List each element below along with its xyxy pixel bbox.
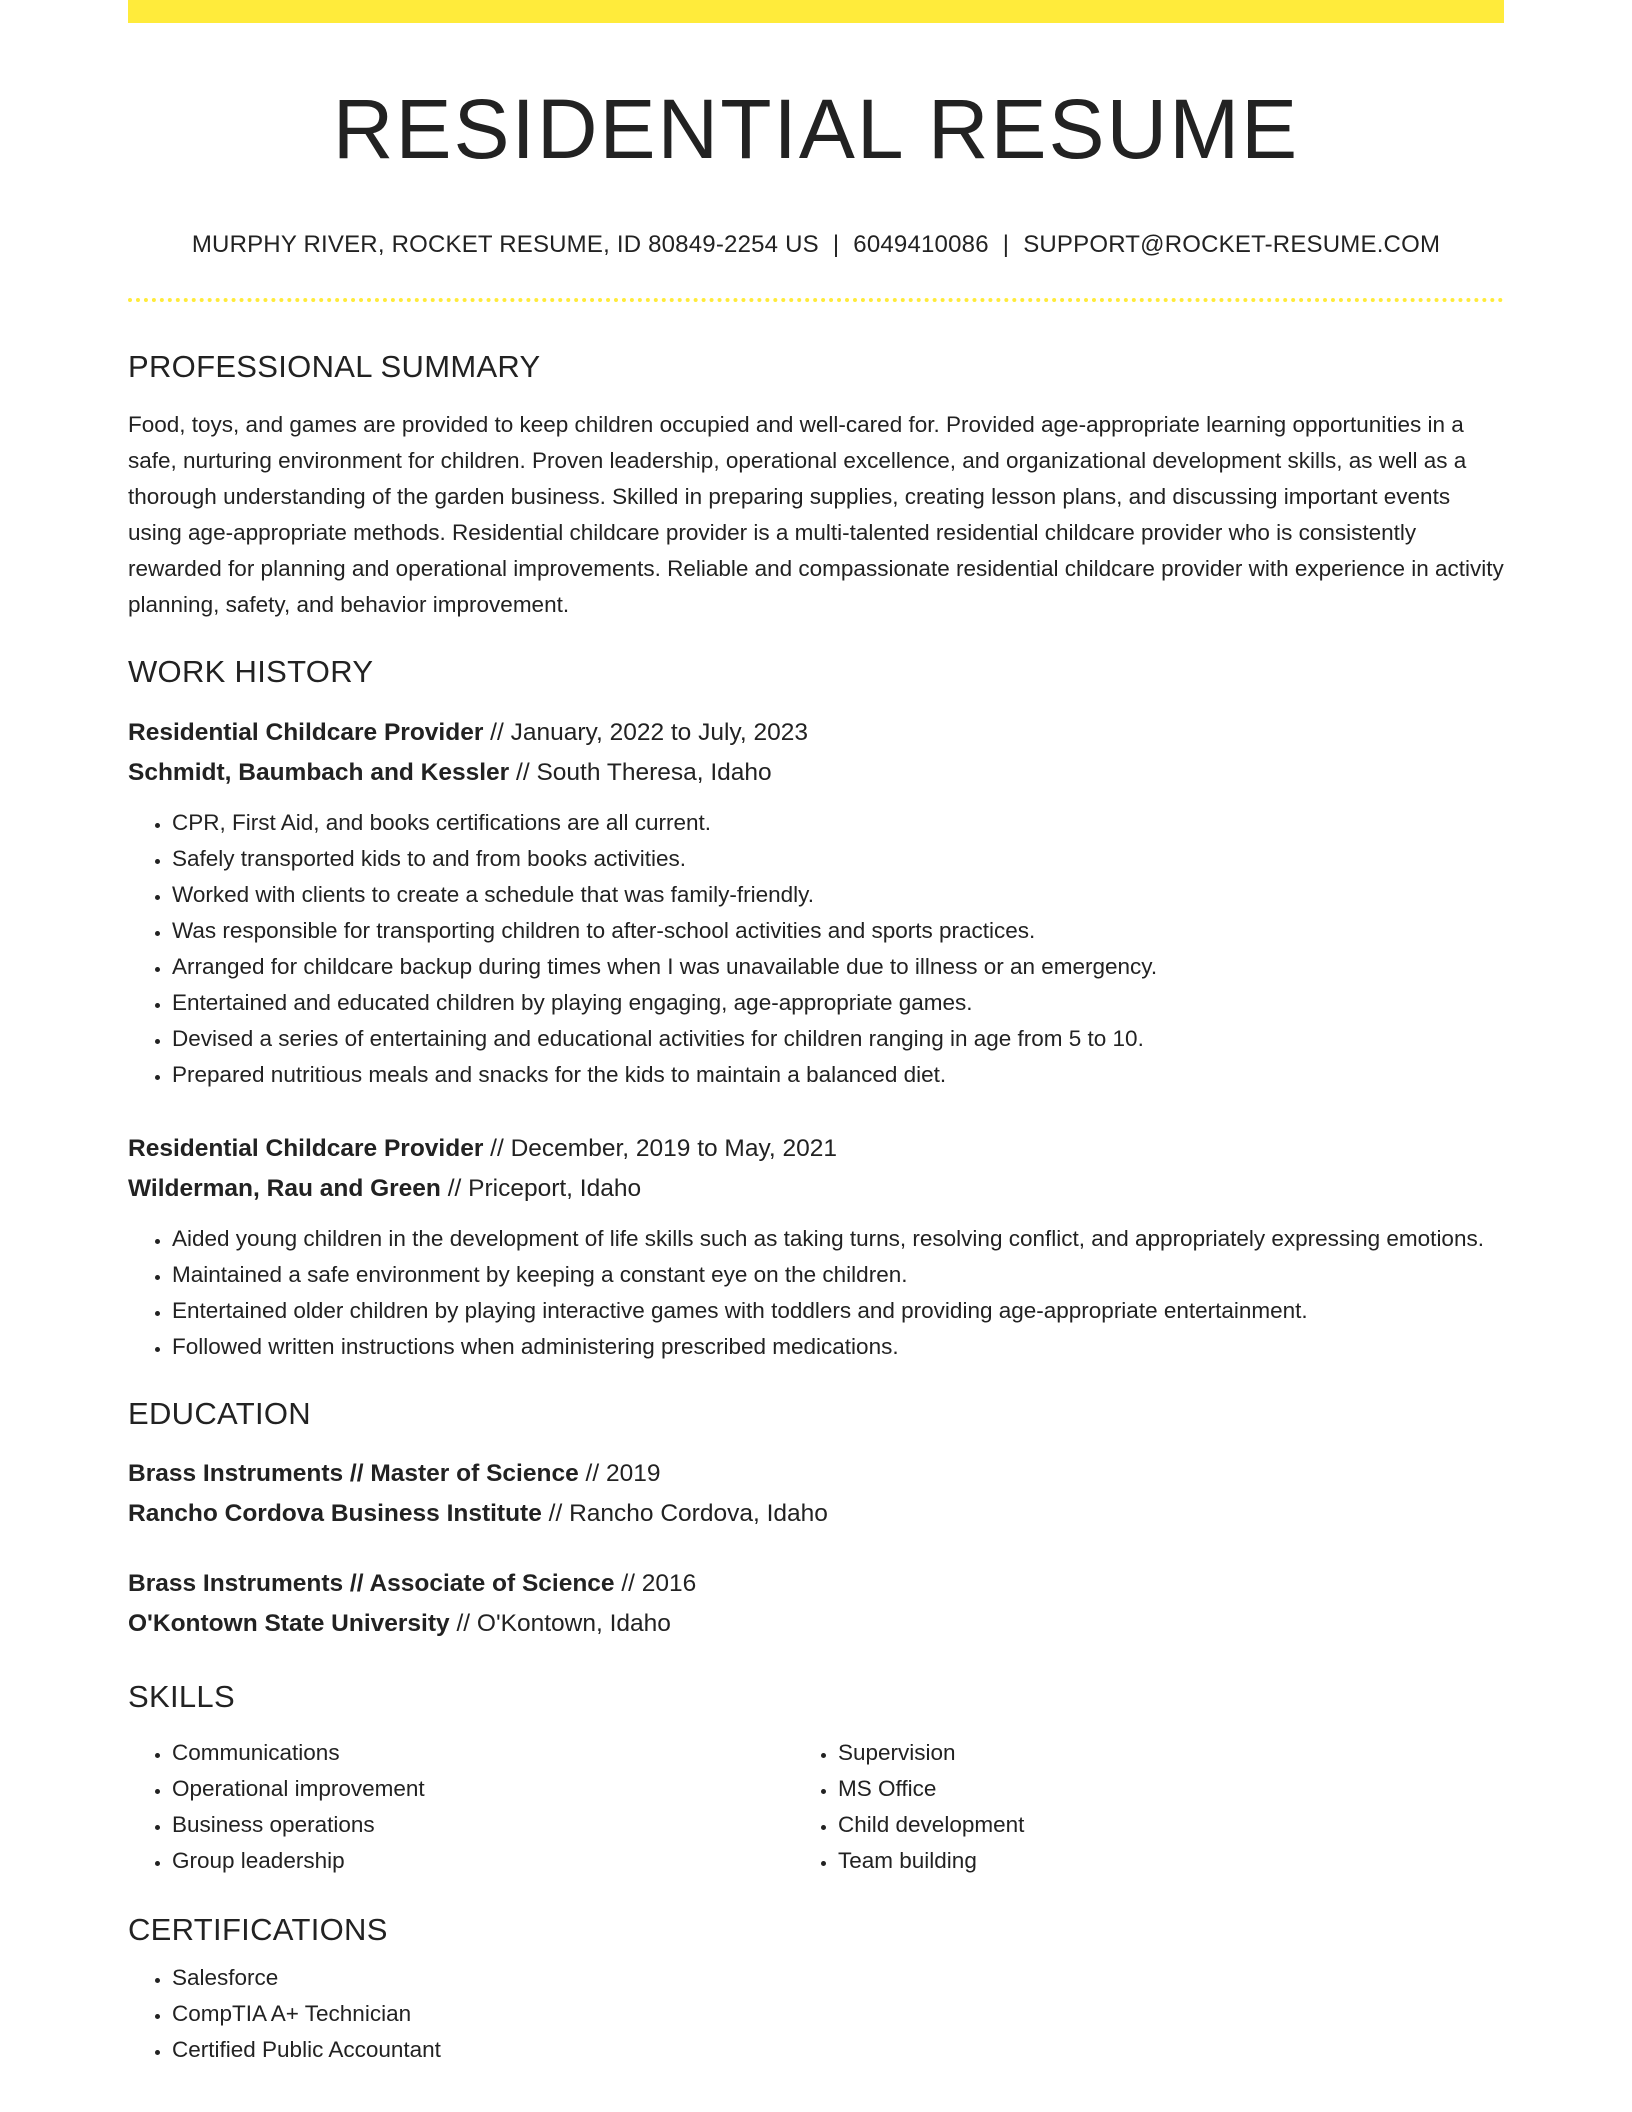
section-title-education: EDUCATION	[128, 1395, 311, 1431]
resume-page	[128, 0, 1504, 2068]
job-dates: January, 2022 to July, 2023	[510, 718, 808, 746]
contact-email: SUPPORT@ROCKET-RESUME.COM	[1023, 231, 1441, 259]
skill-item: • MS Office	[838, 1771, 1504, 1807]
job-company: Wilderman, Rau and Green	[128, 1174, 441, 1202]
job-role: Residential Childcare Provider	[128, 1134, 484, 1162]
skill-item: • Operational improvement	[172, 1771, 838, 1807]
education-location: O'Kontown, Idaho	[476, 1609, 671, 1637]
education-degree-line	[128, 1454, 1504, 1494]
skill-item: • Communications	[172, 1735, 838, 1771]
skills-column-left	[172, 1735, 838, 1879]
certification-item: • Certified Public Accountant	[172, 2032, 1504, 2068]
education-entry	[128, 1454, 1504, 1534]
job-bullet: • CPR, First Aid, and books certifications are all current.	[172, 805, 1504, 841]
delimiter: //	[509, 758, 537, 786]
resume-title: RESIDENTIAL RESUME	[332, 82, 1300, 176]
skill-item: • Supervision	[838, 1735, 1504, 1771]
delimiter: //	[449, 1609, 477, 1637]
delimiter: //	[541, 1499, 570, 1527]
skill-item: • Team building	[838, 1843, 1504, 1879]
skill-item: • Child development	[838, 1807, 1504, 1843]
dotted-divider	[128, 298, 1504, 302]
certification-list	[172, 1960, 1504, 2068]
delimiter: //	[483, 1134, 511, 1162]
education-year: 2019	[605, 1459, 661, 1487]
job-company-line	[128, 753, 1504, 793]
job-dates: December, 2019 to May, 2021	[510, 1134, 838, 1162]
section-title-skills: SKILLS	[128, 1678, 235, 1714]
job-company: Schmidt, Baumbach and Kessler	[128, 758, 510, 786]
job-bullet: • Entertained older children by playing interactive games with toddlers and providing age-appropriate entertainment.	[172, 1293, 1504, 1329]
job-bullet: • Arranged for childcare backup during times when I was unavailable due to illness or an emergency.	[172, 949, 1504, 985]
certification-item: • CompTIA A+ Technician	[172, 1996, 1504, 2032]
job-location: South Theresa, Idaho	[536, 758, 772, 786]
job-bullet: • Safely transported kids to and from books activities.	[172, 841, 1504, 877]
job-bullet: • Followed written instructions when administering prescribed medications.	[172, 1329, 1504, 1365]
job-role: Residential Childcare Provider	[128, 718, 484, 746]
delimiter: //	[578, 1459, 606, 1487]
summary-text: Food, toys, and games are provided to keep children occupied and well-cared for. Provided age-appropriate learning opportunities in a safe, nurturing environment for children. Proven leadership, operational excellence, and organizational development skills, as well as a thorough understanding of the garden business. Skilled in preparing supplies, creating lesson plans, and discussing important events using age-appropriate methods. Residential childcare provider is a multi-talented residential childcare provider who is consistently rewarded for planning and operational improvements. Reliable and compassionate residential childcare provider with experience in activity planning, safety, and behavior improvement.	[128, 412, 1504, 618]
section-title-work-history: WORK HISTORY	[128, 654, 374, 690]
skills-column-right	[838, 1735, 1504, 1879]
job-bullet: • Worked with clients to create a schedule that was family-friendly.	[172, 877, 1504, 913]
education-degree-line	[128, 1564, 1504, 1604]
section-title-summary: PROFESSIONAL SUMMARY	[128, 349, 541, 385]
job-location: Priceport, Idaho	[468, 1174, 642, 1202]
contact-separator: |	[1002, 231, 1010, 259]
contact-separator: |	[832, 231, 840, 259]
certification-item: • Salesforce	[172, 1960, 1504, 1996]
job-bullet: • Maintained a safe environment by keeping a constant eye on the children.	[172, 1257, 1504, 1293]
job-bullet: • Was responsible for transporting children to after-school activities and sports practices.	[172, 913, 1504, 949]
skill-item: • Group leadership	[172, 1843, 838, 1879]
accent-top-bar	[128, 0, 1504, 23]
job-bullet: • Devised a series of entertaining and educational activities for children ranging in age from 5 to 10.	[172, 1021, 1504, 1057]
job-bullet: • Prepared nutritious meals and snacks for the kids to maintain a balanced diet.	[172, 1057, 1504, 1093]
job-bullets	[172, 1221, 1504, 1365]
contact-line	[128, 231, 1504, 260]
job-bullet: • Entertained and educated children by playing engaging, age-appropriate games.	[172, 985, 1504, 1021]
education-school-line	[128, 1494, 1504, 1534]
delimiter: //	[440, 1174, 469, 1202]
job-entry	[128, 713, 1504, 1093]
job-role-line	[128, 713, 1504, 753]
contact-address: MURPHY RIVER, ROCKET RESUME, ID 80849-2254 US	[191, 231, 819, 259]
job-company-line	[128, 1169, 1504, 1209]
education-entry	[128, 1564, 1504, 1644]
job-entry	[128, 1129, 1504, 1365]
education-school-line	[128, 1604, 1504, 1644]
job-role-line	[128, 1129, 1504, 1169]
delimiter: //	[483, 718, 511, 746]
contact-phone: 6049410086	[853, 231, 989, 259]
job-bullet: • Aided young children in the development of life skills such as taking turns, resolving conflict, and appropriately expressing emotions.	[172, 1221, 1504, 1257]
skill-item: • Business operations	[172, 1807, 838, 1843]
job-bullets	[172, 805, 1504, 1093]
education-degree: Brass Instruments // Master of Science	[128, 1459, 579, 1487]
education-school: O'Kontown State University	[128, 1609, 450, 1637]
delimiter: //	[614, 1569, 642, 1597]
education-degree: Brass Instruments // Associate of Science	[128, 1569, 615, 1597]
education-year: 2016	[641, 1569, 697, 1597]
education-school: Rancho Cordova Business Institute	[128, 1499, 542, 1527]
section-title-certifications: CERTIFICATIONS	[128, 1911, 388, 1947]
skills-grid	[128, 1735, 1504, 1879]
education-location: Rancho Cordova, Idaho	[569, 1499, 828, 1527]
